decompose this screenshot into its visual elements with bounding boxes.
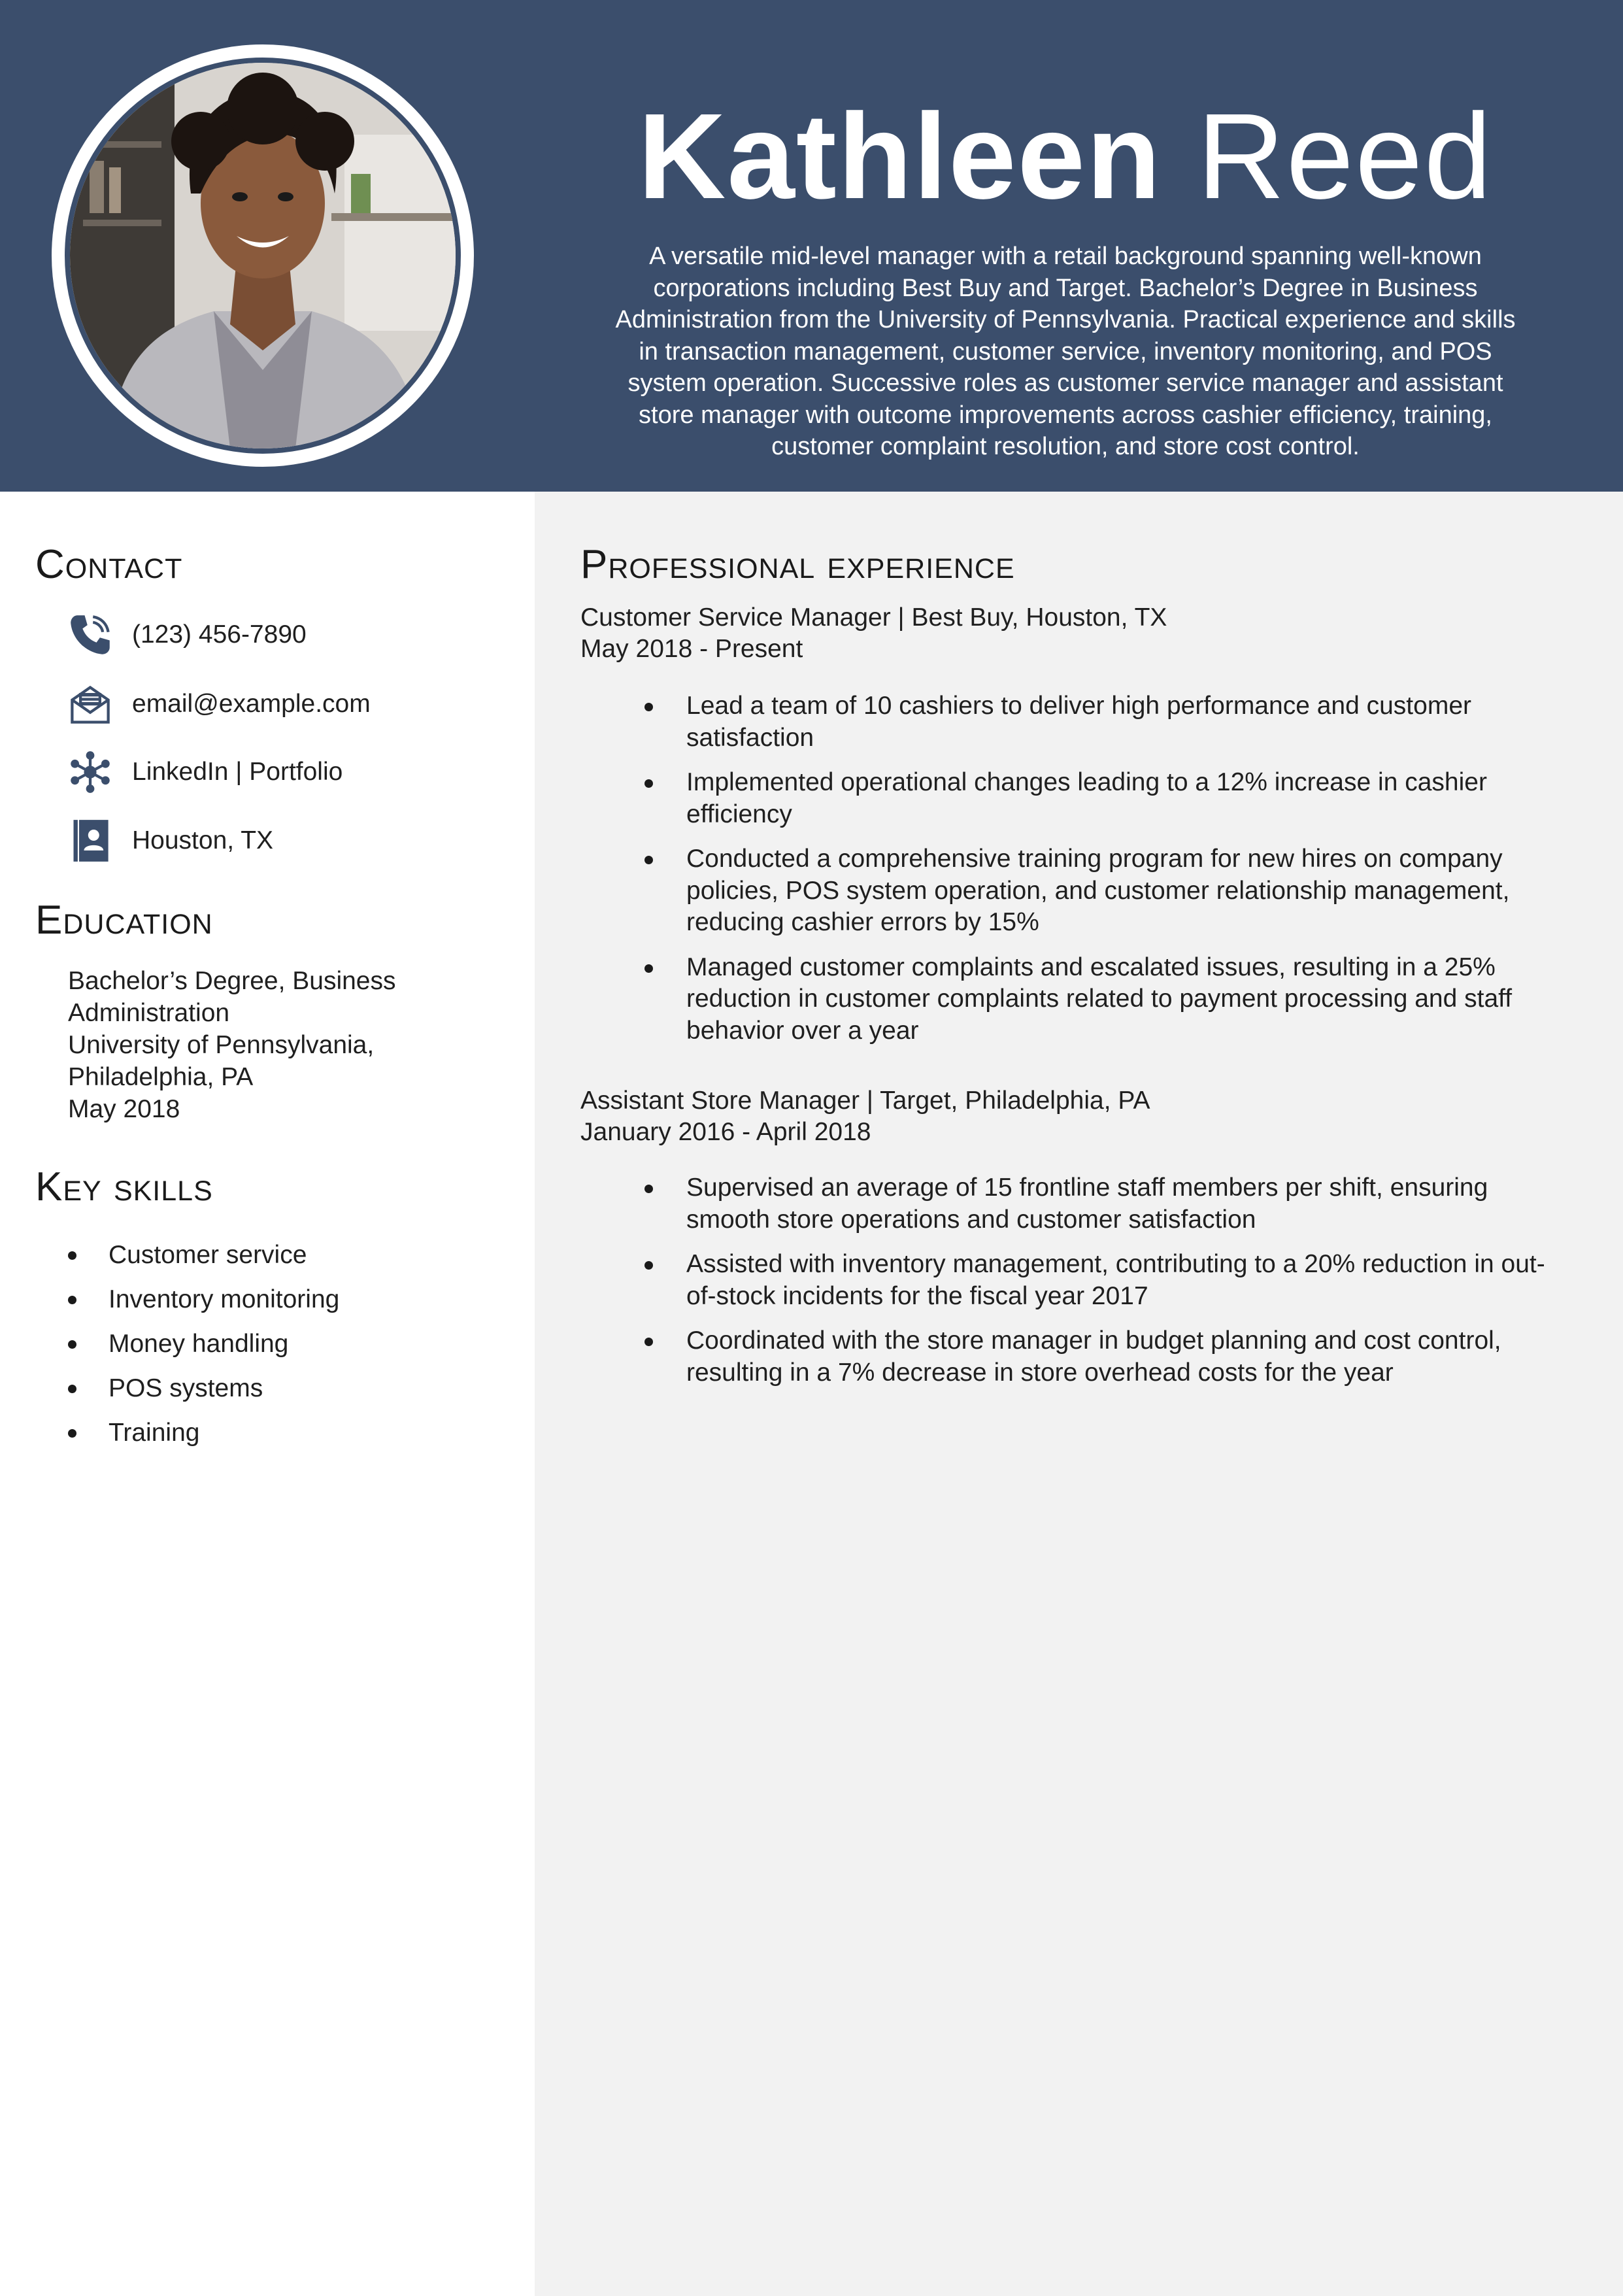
achievement-item: Lead a team of 10 cashiers to deliver high performance and customer satisfaction: [644, 690, 1573, 754]
email-address: email@example.com: [132, 690, 371, 718]
skill-item: Training: [68, 1411, 339, 1455]
job-title-2: Assistant Store Manager | Target, Philadelphia, PA: [580, 1087, 1150, 1115]
achievement-item: Coordinated with the store manager in budget planning and cost control, resulting in a 7% decrease in store overhead costs for the year: [644, 1325, 1573, 1389]
job-dates-2: January 2016 - April 2018: [580, 1118, 871, 1146]
degree-line-2: Administration: [68, 999, 230, 1027]
achievement-item: Assisted with inventory management, contributing to a 20% reduction in out-of-stock incidents for the fiscal year 2017: [644, 1249, 1573, 1312]
degree-line-1: Bachelor’s Degree, Business: [68, 967, 396, 995]
achievement-item: Conducted a comprehensive training program for new hires on company policies, POS system operation, and customer relationship management, reducing cashier errors by 15%: [644, 843, 1573, 939]
graduation-date: May 2018: [68, 1095, 180, 1123]
contact-phone: [68, 610, 512, 660]
profile-photo-frame: [52, 44, 474, 467]
network-icon: [68, 750, 112, 794]
professional-summary: A versatile mid-level manager with a retail background spanning well-known corporations including Best Buy and Target. Bachelor’s Degree in Business Administration from the University of Pennsylvania. Practical experience and skills in transaction management, customer service, inventory monitoring, and POS system operation. Successive roles as customer service manager and assistant store manager with outcome improvements across cashier efficiency, training, customer complaint resolution, and store cost control.: [615, 243, 1516, 460]
skills-list: [68, 1233, 339, 1455]
last-name: Reed: [1197, 89, 1493, 224]
location: Houston, TX: [132, 826, 274, 854]
skill-item: Inventory monitoring: [68, 1277, 339, 1322]
phone-number: (123) 456-7890: [132, 620, 307, 649]
profile-photo: [70, 63, 456, 448]
first-name: Kathleen: [638, 89, 1162, 224]
job-1-achievements: [644, 690, 1573, 1060]
address-book-icon: [68, 819, 112, 863]
contact-heading: Contact: [35, 542, 183, 587]
contact-location: [68, 816, 512, 866]
linkedin-portfolio-links[interactable]: LinkedIn | Portfolio: [132, 758, 343, 786]
achievement-item: Managed customer complaints and escalated issues, resulting in a 25% reduction in customer complaints related to payment processing and staff behavior over a year: [644, 952, 1573, 1047]
contact-links: [68, 747, 512, 797]
skills-heading: Key skills: [35, 1164, 213, 1209]
achievement-item: Supervised an average of 15 frontline staff members per shift, ensuring smooth store operations and customer satisfaction: [644, 1172, 1573, 1236]
envelope-icon: [68, 682, 112, 726]
job-2-achievements: [644, 1172, 1573, 1402]
education-entry: [68, 965, 493, 1125]
education-heading: Education: [35, 898, 213, 943]
school-line-1: University of Pennsylvania,: [68, 1031, 375, 1059]
job-title-1: Customer Service Manager | Best Buy, Houston, TX: [580, 603, 1167, 632]
skill-item: POS systems: [68, 1366, 339, 1411]
contact-email: [68, 679, 512, 729]
achievement-item: Implemented operational changes leading to a 12% increase in cashier efficiency: [644, 767, 1573, 830]
candidate-name: [588, 85, 1543, 229]
skill-item: Money handling: [68, 1322, 339, 1366]
profile-photo-border: [65, 58, 461, 454]
phone-icon: [68, 613, 112, 657]
header-banner: [0, 0, 1623, 492]
school-line-2: Philadelphia, PA: [68, 1063, 254, 1091]
skill-item: Customer service: [68, 1233, 339, 1277]
job-dates-1: May 2018 - Present: [580, 635, 803, 663]
experience-heading: Professional experience: [580, 542, 1015, 587]
